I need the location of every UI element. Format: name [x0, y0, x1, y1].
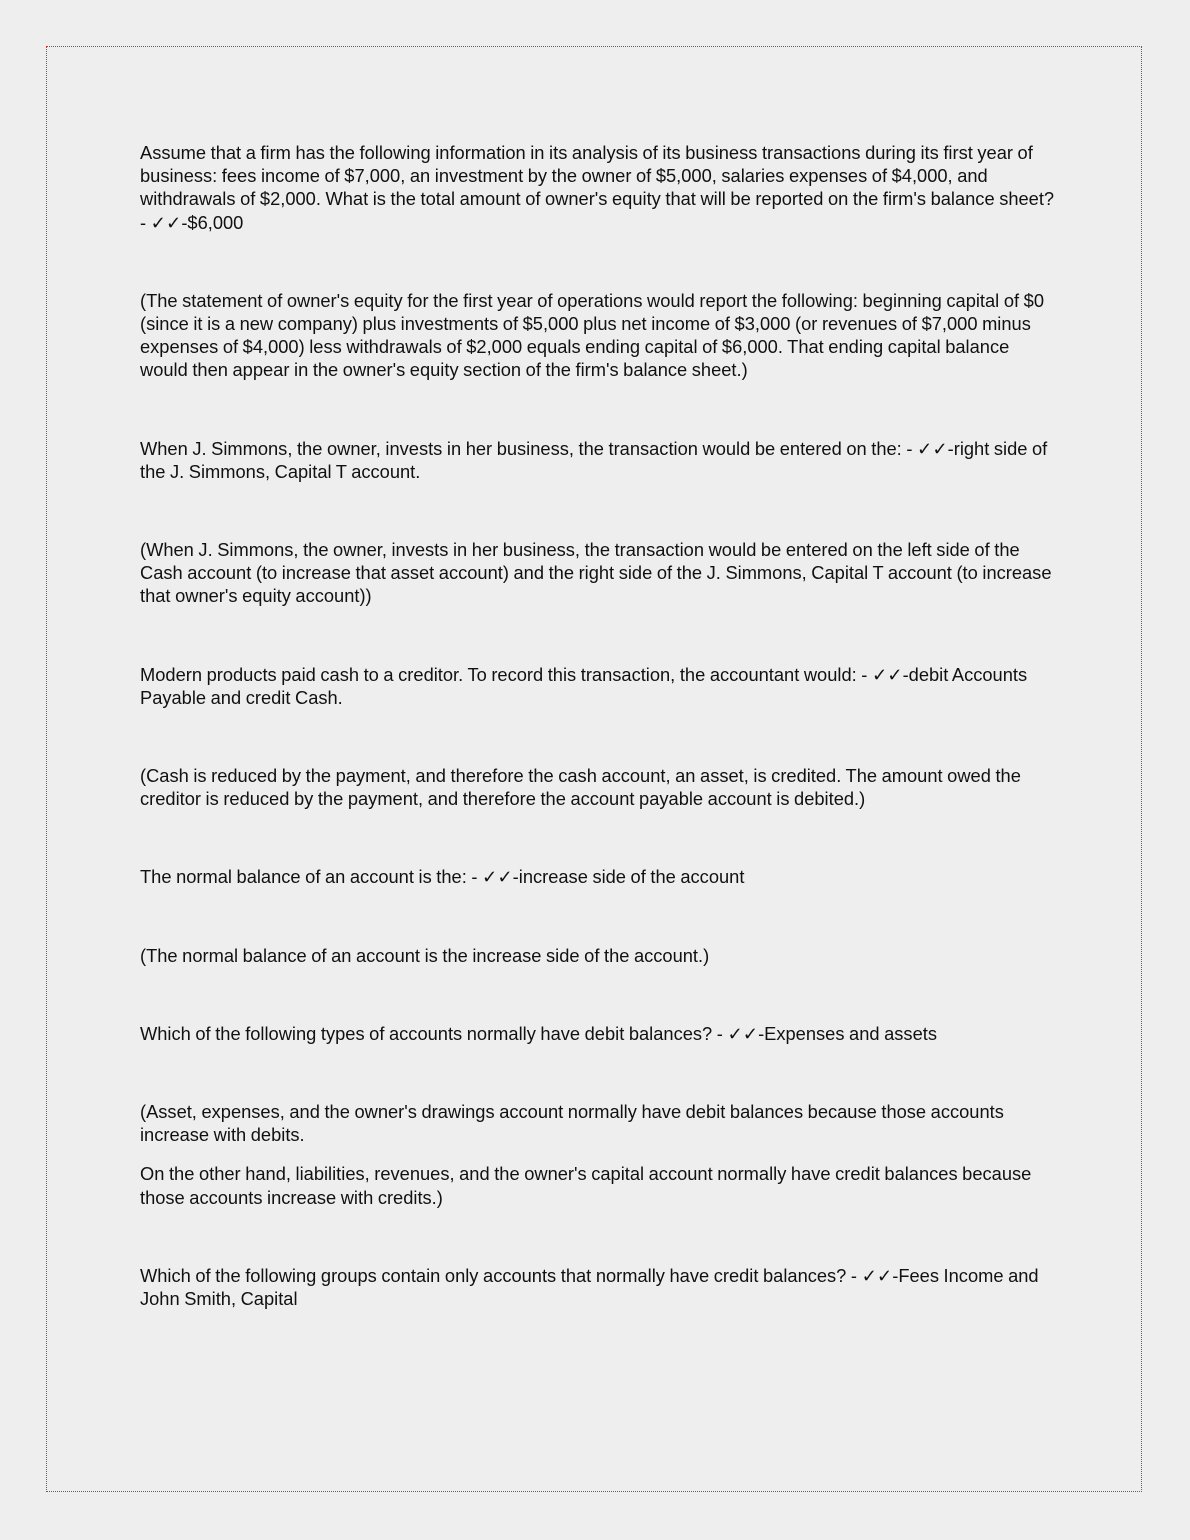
question-owner-investment: When J. Simmons, the owner, invests in her business, the transaction would be entered on the: - ✓✓-right side of the J. Simmons, Capital T account. [140, 437, 1048, 482]
explanation-owners-equity: (The statement of owner's equity for the first year of operations would report the following: beginning capital of $0 (since it is a new company) plus investments of $5,000 plus net income of $3,000 (or revenues of $7,000 minus expenses of $4,000) less withdrawals of $2,000 equals ending capital of $6,000. That ending capital balance would then appear in the owner's equity section of the firm's balance sheet.) [140, 289, 1044, 381]
checkmark-icon: ✓✓ [482, 866, 513, 888]
question-credit-balances: Which of the following groups contain only accounts that normally have credit balances? - ✓✓-Fees Income and John Smith, Capital [140, 1264, 1039, 1310]
checkmark-icon: ✓✓ [917, 437, 948, 459]
question-normal-balance: The normal balance of an account is the: - ✓✓-increase side of the account [140, 866, 745, 888]
answer-text: -debit Accounts Payable and credit Cash. [140, 663, 1028, 708]
answer-text: -right side of the J. Simmons, Capital T account. [140, 437, 1048, 482]
document-body [140, 141, 1060, 1310]
answer-text: -Expenses and assets [758, 1022, 937, 1044]
checkmark-icon: ✓✓ [150, 211, 182, 233]
answer-text: -Fees Income and John Smith, Capital [140, 1264, 1039, 1310]
explanation-owner-investment: (When J. Simmons, the owner, invests in her business, the transaction would be entered on the left side of the Cash account (to increase that asset account) and the right side of the J. Simmons, Capital T account (to increase that owner's equity account)) [140, 539, 1052, 607]
question-owners-equity: Assume that a firm has the following information in its analysis of its business transactions during its first year of business: fees income of $7,000, an investment by the owner of $5,000, salaries expenses of $4,000, and withdrawals of $2,000. What is the total amount of owner's equity that will be reported on the firm's balance sheet? - ✓✓-$6,000 [140, 142, 1055, 233]
checkmark-icon: ✓✓ [871, 663, 903, 685]
checkmark-icon: ✓✓ [727, 1022, 759, 1044]
explanation-pay-creditor: (Cash is reduced by the payment, and therefore the cash account, an asset, is credited. The amount owed the creditor is reduced by the payment, and therefore the account payable account is debited.) [140, 765, 1021, 810]
question-debit-balances: Which of the following types of accounts normally have debit balances? - ✓✓-Expenses and assets [140, 1022, 937, 1044]
answer-text: -$6,000 [181, 211, 244, 233]
answer-text: -increase side of the account [512, 866, 745, 888]
explanation-debit-balances: (Asset, expenses, and the owner's drawings account normally have debit balances because those accounts increase with debits. [140, 1101, 1004, 1146]
question-pay-creditor: Modern products paid cash to a creditor. To record this transaction, the accountant would: - ✓✓-debit Accounts Payable and credit Cash. [140, 663, 1028, 708]
explanation-normal-balance: (The normal balance of an account is the increase side of the account.) [140, 944, 710, 966]
explanation-credit-balances: On the other hand, liabilities, revenues, and the owner's capital account normally have credit balances because those accounts increase with credits.) [140, 1163, 1032, 1208]
checkmark-icon: ✓✓ [861, 1264, 893, 1286]
